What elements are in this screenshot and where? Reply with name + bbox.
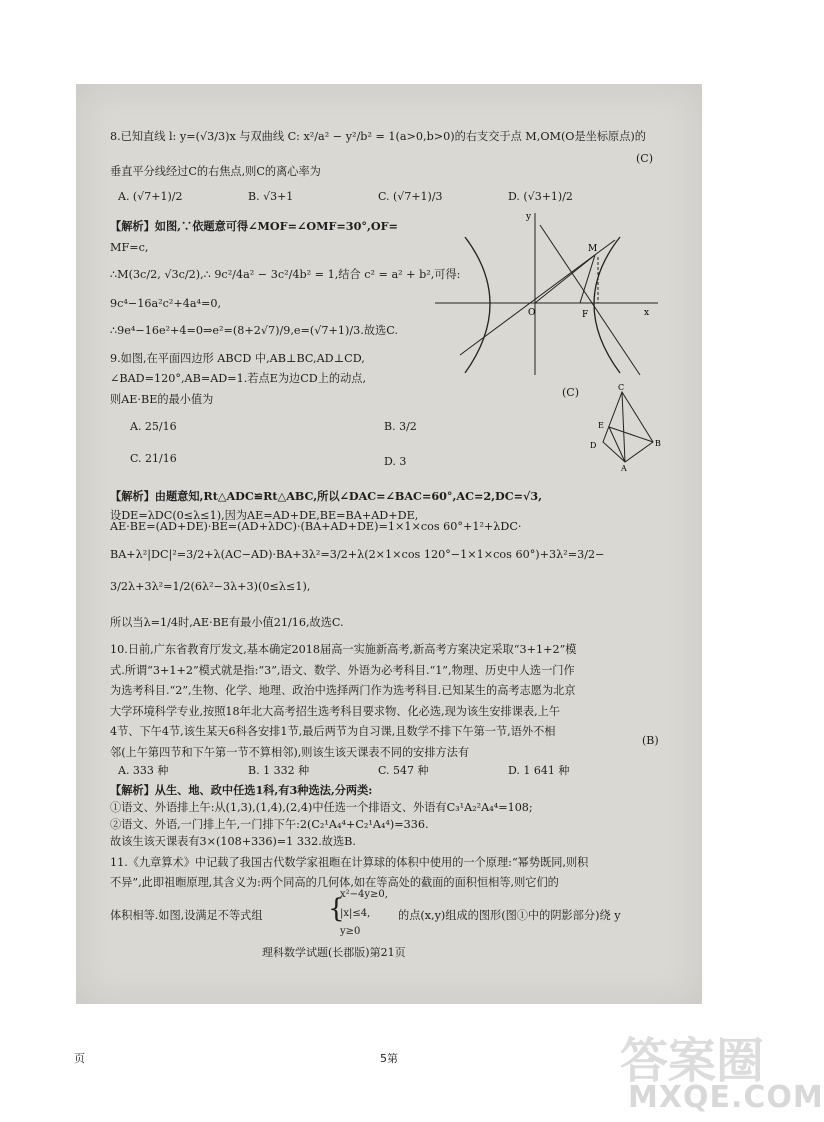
q8-stem-line2: 垂直平分线经过C的右焦点,则C的离心率为 xyxy=(110,165,321,178)
q9-solution-line6: 所以当λ=1/4时,AE·BE有最小值21/16,故选C. xyxy=(110,616,344,629)
q9-option-c: C. 21/16 xyxy=(130,452,177,465)
q10-option-a: A. 333 种 xyxy=(118,764,169,777)
hyperbola-left-branch xyxy=(465,237,490,373)
fig-label-a: A xyxy=(621,464,627,473)
q9-solution-line2: 设DE=λDC(0≤λ≤1),因为AE=AD+DE,BE=BA+AD+DE, xyxy=(110,509,419,522)
q11-stem-line3-start: 体积相等.如图,设满足不等式组 xyxy=(110,909,263,922)
fig-label-f: F xyxy=(582,310,589,320)
q10-solution-line1: 【解析】从生、地、政中任选1科,有3种选法,分两类: xyxy=(110,783,373,797)
q10-stem-line6: 邻(上午第四节和下午第一节不算相邻),则该生该天课表不同的安排方法有 xyxy=(110,746,470,759)
hyperbola-figure xyxy=(430,205,660,380)
q8-answer: (C) xyxy=(636,152,653,165)
q9-solution-line4: BA+λ²|DC|²=3/2+λ(AC−AD)·BA+3λ²=3/2+λ(2×1×cos 120°−1×1×cos 60°)+3λ²=3/2− xyxy=(110,548,605,561)
q9-solution-line1: 【解析】由题意知,Rt△ADC≌Rt△ABC,所以∠DAC=∠BAC=60°,AC=2,DC=√3, xyxy=(110,489,543,503)
system-eq1: x²−4y≥0, xyxy=(340,889,388,900)
q8-solution-line2: MF=c, xyxy=(110,241,149,254)
q8-solution-line1: 【解析】如图,∵依题意可得∠MOF=∠OMF=30°,OF= xyxy=(110,219,398,233)
q10-option-b: B. 1 332 种 xyxy=(248,764,310,777)
fig-label-e: E xyxy=(598,421,604,430)
fig-label-x: x xyxy=(644,308,650,318)
diagonal-ac xyxy=(622,392,625,462)
fig-label-m: M xyxy=(588,244,598,254)
bottom-center-note: 5第 xyxy=(380,1052,398,1065)
q9-stem-line3: 则AE·BE的最小值为 xyxy=(110,393,214,406)
q11-stem-line1: 11.《九章算术》中记载了我国古代数学家祖暅在计算球的体积中使用的一个原理:“幂势既同,则积 xyxy=(110,856,589,869)
fig-label-c: C xyxy=(618,383,625,392)
quadrilateral-figure xyxy=(585,382,665,472)
q11-stem-line3-end: 的点(x,y)组成的图形(图①中的阴影部分)绕 y xyxy=(398,909,621,922)
page-footer: 理科数学试题(长郡版)第21页 xyxy=(262,946,406,959)
q9-stem-line2: ∠BAD=120°,AB=AD=1.若点E为边CD上的动点, xyxy=(110,372,367,385)
q9-stem-line1: 9.如图,在平面四边形 ABCD 中,AB⊥BC,AD⊥CD, xyxy=(110,352,365,365)
system-eq2: |x|≤4, xyxy=(340,908,371,919)
fig-label-d: D xyxy=(590,441,597,450)
q10-option-c: C. 547 种 xyxy=(378,764,429,777)
q10-solution-line4: 故该生该天课表有3×(108+336)=1 332.故选B. xyxy=(110,835,356,848)
fig-label-o: O xyxy=(528,308,536,318)
q10-stem-line4: 大学环境科学专业,按照18年北大高考招生选考科目要求物、化必选,现为该生安排课表,上午 xyxy=(110,705,561,718)
q10-solution-line3: ②语文、外语,一门排上午,一门排下午:2(C₂¹A₄⁴+C₂¹A₄⁴)=336. xyxy=(110,818,429,831)
q8-stem-line1: 8.已知直线 l: y=(√3/3)x 与双曲线 C: x²/a² − y²/b² = 1(a>0,b>0)的右支交于点 M,OM(O是坐标原点)的 xyxy=(110,130,646,143)
q8-option-d: D. (√3+1)/2 xyxy=(508,190,573,203)
q8-figure-label: (C) xyxy=(562,386,579,399)
q9-option-b: B. 3/2 xyxy=(384,420,417,433)
q10-solution-line2: ①语文、外语排上午:从(1,3),(1,4),(2,4)中任选一个排语文、外语有C₃¹A₂²A₄⁴=108; xyxy=(110,801,533,814)
q10-option-d: D. 1 641 种 xyxy=(508,764,570,777)
q8-solution-line4: 9c⁴−16a²c²+4a⁴=0, xyxy=(110,297,222,310)
q8-solution-line5: ∴9e⁴−16e²+4=0⇒e²=(8+2√7)/9,e=(√7+1)/3.故选C. xyxy=(110,324,398,337)
segment-be xyxy=(609,427,653,442)
q10-stem-line3: 为选考科目.“2”,生物、化学、地理、政治中选择两门作为选考科目.已知某生的高考志愿为北京 xyxy=(110,684,576,697)
watermark-logo-title: 答案圈 xyxy=(620,1033,765,1089)
q8-option-a: A. (√7+1)/2 xyxy=(118,190,183,203)
system-eq3: y≥0 xyxy=(340,926,361,937)
q8-option-b: B. √3+1 xyxy=(248,190,294,203)
fig-label-b: B xyxy=(655,439,661,448)
q9-solution-line3: AE·BE=(AD+DE)·BE=(AD+λDC)·(BA+AD+DE)=1×1×cos 60°+1²+λDC· xyxy=(110,520,522,533)
q10-stem-line5: 4节、下午4节,该生某天6科各安排1节,最后两节为自习课,且数学不排下午第一节,语外不相 xyxy=(110,725,556,738)
fig-label-y: y xyxy=(526,212,532,222)
brace: { xyxy=(328,894,345,924)
q10-answer: (B) xyxy=(642,734,659,747)
q11-stem-line2: 不异”,此即祖暅原理,其含义为:两个同高的几何体,如在等高处的截面的面积恒相等,则它们的 xyxy=(110,876,559,889)
q9-option-d: D. 3 xyxy=(384,455,407,468)
q9-solution-line5: 3/2λ+3λ²=1/2(6λ²−3λ+3)(0≤λ≤1), xyxy=(110,580,311,593)
q8-option-c: C. (√7+1)/3 xyxy=(378,190,443,203)
q10-stem-line1: 10.日前,广东省教育厅发文,基本确定2018届高一实施新高考,新高考方案决定采取“3+1+2”模 xyxy=(110,643,577,656)
q8-solution-line3: ∴M(3c/2, √3c/2),∴ 9c²/4a² − 3c²/4b² = 1,结合 c² = a² + b²,可得: xyxy=(110,268,461,281)
q10-stem-line2: 式.所谓“3+1+2”模式就是指:“3”,语文、数学、外语为必考科目.“1”,物理、历史中人选一门作 xyxy=(110,664,575,677)
watermark-logo-text: MXQE.COM xyxy=(628,1080,824,1115)
bottom-left-note: 页 xyxy=(74,1052,85,1065)
q9-option-a: A. 25/16 xyxy=(130,420,177,433)
segment-ae xyxy=(609,427,625,462)
